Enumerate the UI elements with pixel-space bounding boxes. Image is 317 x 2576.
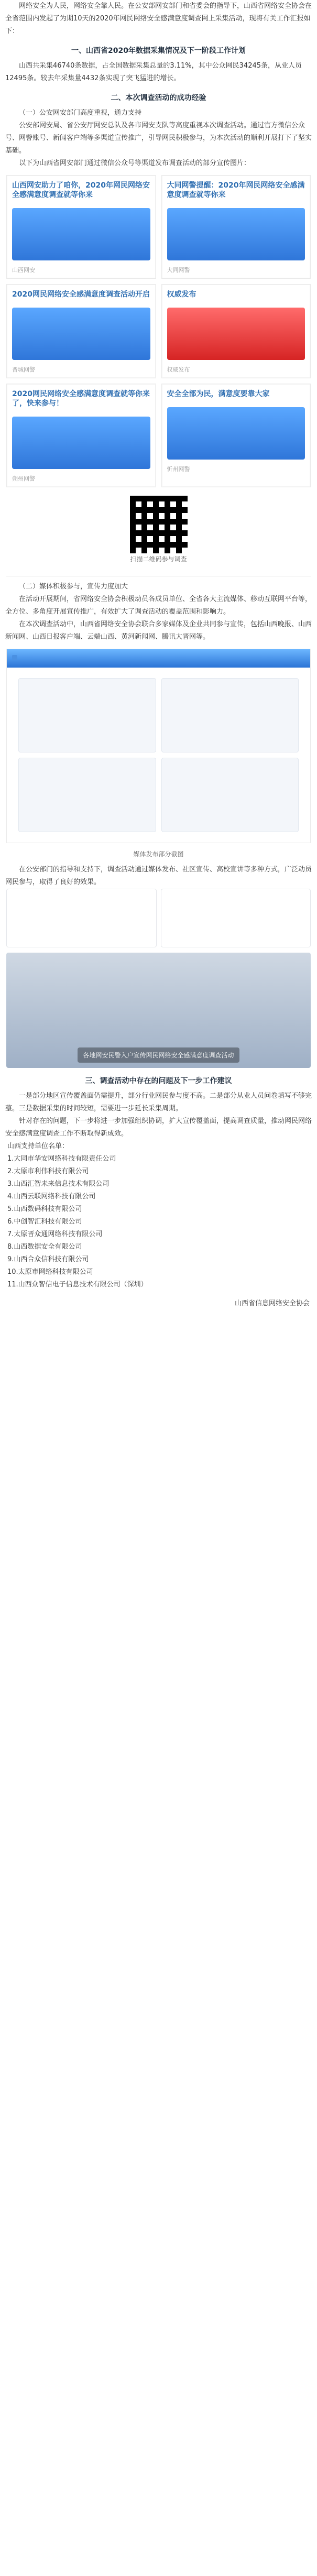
promo-banner [167, 308, 305, 360]
promo-card[interactable] [161, 384, 311, 487]
supporter-item: 5.山西数码科技有限公司 [7, 1205, 82, 1213]
promo-card-title: 山西网安助力了咱你，2020年网民网络安全感满意度调查就等你来 [12, 181, 150, 199]
supporter-item: 11.山西众智信电子信息技术有限公司（深圳） [7, 1281, 148, 1289]
section-2-subtitle-1: （一）公安网安部门高度重视，通力支持 [19, 109, 142, 117]
section-2-paragraph-3: 在本次调查活动中，山西省网络安全协会联合多家媒体及企业共同参与宣传，包括山西晚报、山西新闻网、山西日报客户端、云端山西、黄河新闻网、腾讯大晋网等。 [5, 620, 312, 641]
media-card-body [7, 668, 310, 843]
media-thumb[interactable] [161, 758, 299, 832]
promo-card-title: 权威发布 [167, 290, 196, 299]
supporter-item: 9.山西合众信科技有限公司 [7, 1256, 89, 1263]
supporter-item: 6.中创智汇科技有限公司 [7, 1218, 82, 1226]
section-2-title: 二、本次调查活动的成功经验 [111, 94, 206, 102]
promo-card-tag: 忻州网警 [167, 466, 190, 473]
photo-caption: 各地网安民警入户宣传网民网络安全感满意度调查活动 [78, 1047, 239, 1063]
section-3-paragraph-2: 针对存在的问题，下一步将进一步加强组织协调，扩大宣传覆盖面，提高调查质量，推动网民网络安全感满意度调查工作不断取得新成效。 [5, 1117, 312, 1138]
section-2-paragraph-2: 在活动开展期间，省网络安全协会积极动员各成员单位、全省各大主流媒体、移动互联网平台等，全方位、多角度开展宣传推广，有效扩大了调查活动的覆盖范围和影响力。 [5, 595, 312, 616]
section-1-paragraph: 山西共采集46740条数据，占全国数据采集总量的3.11%，其中公众网民34245条，从业人员12495条。较去年采集量4432条实现了突飞猛进的增长。 [5, 62, 302, 82]
promo-card-title: 2020网民网络安全感满意度调查就等你来了，快来参与！ [12, 390, 150, 408]
promo-card[interactable] [6, 284, 156, 378]
supporters-list [0, 1140, 317, 1291]
section-3-paragraph-1: 一是部分地区宣传覆盖面仍需提升，部分行业网民参与度不高。二是部分从业人员问卷填写不够完整。三是数据采集的时间较短，需要进一步延长采集周期。 [5, 1092, 312, 1112]
promo-card[interactable] [161, 175, 311, 279]
media-icon [12, 655, 17, 660]
supporter-item: 3.山西汇智未来信息技术有限公司 [7, 1180, 110, 1188]
promo-card-tag: 山西网安 [12, 267, 35, 274]
photo-tile [6, 889, 157, 947]
promo-card-title: 大同网警提醒：2020年网民网络安全感满意度调查就等你来 [167, 181, 305, 199]
promo-card[interactable] [6, 175, 156, 279]
footer-signature: 山西省信息网络安全协会 [234, 1300, 310, 1307]
promo-card[interactable] [161, 284, 311, 378]
media-thumb[interactable] [18, 758, 156, 832]
promo-card-tag: 朔州网警 [12, 475, 35, 482]
media-card [6, 649, 311, 843]
promo-collage [0, 170, 317, 493]
supporter-item: 10.太原市网络科技有限公司 [7, 1268, 93, 1276]
qr-code [130, 496, 188, 553]
photo-large [6, 953, 311, 1068]
supporter-item: 2.太原市利伟科技有限公司 [7, 1167, 89, 1175]
promo-banner [167, 208, 305, 260]
promo-card[interactable] [6, 384, 156, 487]
section-2-paragraph-1: 公安部网安局、省公安厅网安总队及各市网安支队等高度重视本次调查活动。通过官方微信公众号、网警账号、新闻客户端等多渠道宣传推广，引导网民积极参与，为本次活动的顺利开展打下了坚实基础。 [5, 122, 312, 155]
promo-card-tag: 大同网警 [167, 267, 190, 274]
media-card-header [7, 649, 310, 668]
section-2-subtitle-2: （二）媒体积极参与，宣传力度加大 [19, 583, 128, 591]
supporter-item: 8.山西数据安全有限公司 [7, 1243, 82, 1251]
promo-banner [167, 407, 305, 460]
media-thumb[interactable] [18, 678, 156, 752]
media-thumb[interactable] [161, 678, 299, 752]
promo-card-tag: 权威发布 [167, 366, 190, 373]
section-2-paragraph-4: 在公安部门的指导和支持下，调查活动通过媒体发布、社区宣传、高校宣讲等多种方式，广泛动员网民参与，取得了良好的效果。 [5, 866, 312, 886]
promo-card-title: 安全全部为民，满意度要靠大家 [167, 390, 270, 398]
promo-card-tag: 晋城网警 [12, 366, 35, 373]
photo-row [0, 889, 317, 947]
intro-paragraph: 网络安全为人民，网络安全靠人民。在公安部网安部门和省委会的指导下，山西省网络安全协会在全省范围内发起了为期10天的2020年网民网络安全感满意度调查网上采集活动，现将有关工作汇报如下： [5, 2, 312, 35]
photo-tile [161, 889, 311, 947]
section-3-title: 三、调查活动中存在的问题及下一步工作建议 [85, 1077, 232, 1085]
supporter-item: 4.山西云联网络科技有限公司 [7, 1193, 96, 1200]
supporter-item: 7.太原晋众通网络科技有限公司 [7, 1230, 103, 1238]
section-2-note: 以下为山西省网安部门通过微信公众号等渠道发布调查活动的部分宣传图片： [19, 159, 251, 167]
media-thumbs [12, 673, 305, 837]
promo-banner [12, 308, 150, 360]
media-caption: 媒体发布部分截图 [133, 850, 184, 858]
qr-section [0, 493, 317, 572]
promo-banner [12, 417, 150, 469]
section-1-title: 一、山西省2020年数据采集情况及下一阶段工作计划 [71, 47, 246, 55]
promo-banner [12, 208, 150, 260]
promo-card-title: 2020网民网络安全感满意度调查活动开启 [12, 290, 150, 299]
supporter-item: 1.大同市华安网络科技有限责任公司 [7, 1155, 116, 1163]
qr-caption: 扫描二维码参与调查 [130, 555, 187, 563]
supporters-list-title: 山西支持单位名单： [7, 1142, 69, 1150]
